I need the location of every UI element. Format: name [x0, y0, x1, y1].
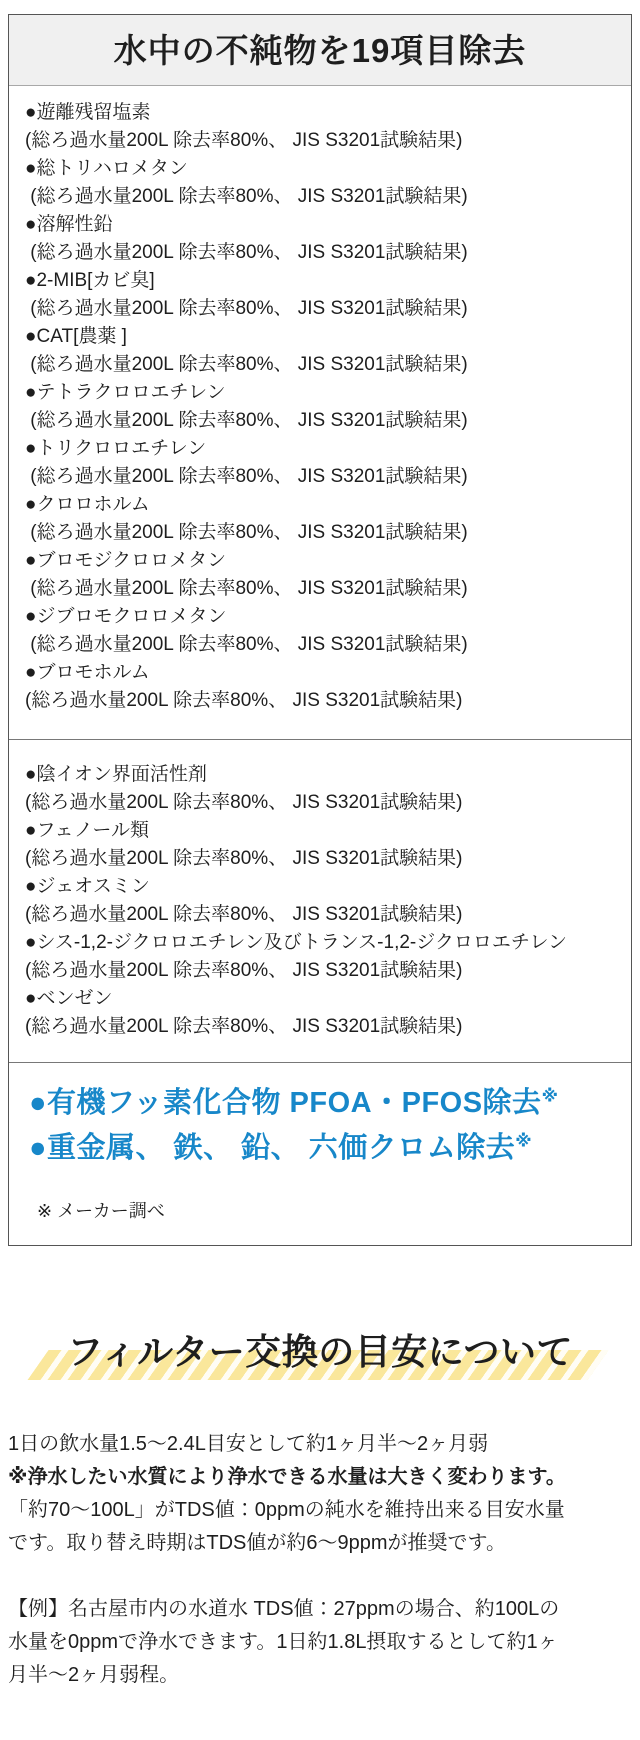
pfas-highlight-section — [9, 1062, 631, 1189]
highlight-line — [29, 1081, 619, 1126]
removal-item — [25, 99, 617, 155]
filter-guide-heading: フィルター交換の目安について — [67, 1331, 573, 1372]
item-name: ●フェノール類 — [25, 820, 149, 841]
item-detail: (総ろ過水量200L 除去率80%、 JIS S3201試験結果) — [25, 522, 468, 543]
maker-note: ※ メーカー調べ — [37, 1201, 165, 1221]
item-detail: (総ろ過水量200L 除去率80%、 JIS S3201試験結果) — [25, 848, 463, 869]
item-detail: (総ろ過水量200L 除去率80%、 JIS S3201試験結果) — [25, 410, 468, 431]
item-name: ●ジブロモクロロメタン — [25, 606, 227, 627]
product-description-page — [0, 14, 640, 1740]
item-name: ●溶解性鉛 — [25, 214, 113, 235]
example-line: 【例】名古屋市内の水道水 TDS値：27ppmの場合、約100Lの — [8, 1598, 560, 1620]
guide-line-bold: ※浄水したい水質により浄水できる水量は大きく変わります。 — [8, 1466, 566, 1488]
removal-item-section-2 — [9, 739, 631, 1062]
item-name: ●テトラクロロエチレン — [25, 382, 226, 403]
usage-guideline-text — [8, 1428, 630, 1692]
item-detail: (総ろ過水量200L 除去率80%、 JIS S3201試験結果) — [25, 354, 468, 375]
removal-item — [25, 929, 617, 985]
removal-item — [25, 323, 617, 379]
filter-guide-heading-block — [0, 1328, 640, 1390]
guide-line: 1日の飲水量1.5〜2.4L目安として約1ヶ月半〜2ヶ月弱 — [8, 1433, 489, 1455]
item-name: ●ブロモジクロロメタン — [25, 550, 227, 571]
removal-item — [25, 435, 617, 491]
item-detail: (総ろ過水量200L 除去率80%、 JIS S3201試験結果) — [25, 242, 468, 263]
highlight-text: ●有機フッ素化合物 PFOA・PFOS除去 — [29, 1087, 542, 1119]
guide-line: 「約70〜100L」がTDS値：0ppmの純水を維持出来る目安水量 — [8, 1499, 565, 1521]
item-name: ●2-MIB[カビ臭] — [25, 270, 155, 291]
removal-item — [25, 379, 617, 435]
item-name: ●トリクロロエチレン — [25, 438, 207, 459]
removal-item — [25, 761, 617, 817]
item-detail: (総ろ過水量200L 除去率80%、 JIS S3201試験結果) — [25, 186, 468, 207]
item-name: ●陰イオン界面活性剤 — [25, 764, 207, 785]
item-detail: (総ろ過水量200L 除去率80%、 JIS S3201試験結果) — [25, 792, 463, 813]
removal-item-section-1 — [9, 86, 631, 739]
removal-item — [25, 817, 617, 873]
item-name: ●ベンゼン — [25, 988, 113, 1009]
item-name: ●ジェオスミン — [25, 876, 150, 897]
item-name: ●CAT[農薬 ] — [25, 326, 127, 347]
highlight-line — [29, 1126, 619, 1171]
item-name: ●クロロホルム — [25, 494, 150, 515]
item-detail: (総ろ過水量200L 除去率80%、 JIS S3201試験結果) — [25, 634, 468, 655]
item-detail: (総ろ過水量200L 除去率80%、 JIS S3201試験結果) — [25, 578, 468, 599]
item-name: ●ブロモホルム — [25, 662, 150, 683]
removal-item — [25, 267, 617, 323]
panel-header — [9, 15, 631, 86]
removal-item — [25, 491, 617, 547]
guide-line: です。取り替え時期はTDS値が約6〜9ppmが推奨です。 — [8, 1532, 506, 1554]
item-detail: (総ろ過水量200L 除去率80%、 JIS S3201試験結果) — [25, 960, 463, 981]
item-detail: (総ろ過水量200L 除去率80%、 JIS S3201試験結果) — [25, 466, 468, 487]
item-detail: (総ろ過水量200L 除去率80%、 JIS S3201試験結果) — [25, 690, 463, 711]
note-section — [9, 1197, 631, 1245]
removal-item — [25, 659, 617, 715]
removal-item — [25, 873, 617, 929]
removal-item — [25, 211, 617, 267]
example-text — [8, 1593, 630, 1692]
asterisk-marker: ※ — [515, 1131, 533, 1151]
item-name: ●総トリハロメタン — [25, 158, 188, 179]
asterisk-marker: ※ — [541, 1086, 559, 1106]
removal-item — [25, 603, 617, 659]
item-detail: (総ろ過水量200L 除去率80%、 JIS S3201試験結果) — [25, 130, 463, 151]
item-detail: (総ろ過水量200L 除去率80%、 JIS S3201試験結果) — [25, 1016, 463, 1037]
item-detail: (総ろ過水量200L 除去率80%、 JIS S3201試験結果) — [25, 904, 463, 925]
item-name: ●遊離残留塩素 — [25, 102, 151, 123]
example-line: 水量を0ppmで浄水できます。1日約1.8L摂取するとして約1ヶ — [8, 1631, 558, 1653]
item-detail: (総ろ過水量200L 除去率80%、 JIS S3201試験結果) — [25, 298, 468, 319]
impurity-removal-panel — [8, 14, 632, 1246]
highlight-text: ●重金属、 鉄、 鉛、 六価クロム除去 — [29, 1132, 516, 1164]
removal-item — [25, 985, 617, 1041]
example-line: 月半〜2ヶ月弱程。 — [8, 1664, 180, 1686]
item-name: ●シス-1,2-ジクロロエチレン及びトランス-1,2-ジクロロエチレン — [25, 932, 568, 953]
removal-item — [25, 547, 617, 603]
panel-title: 水中の不純物を19項目除去 — [113, 32, 527, 69]
removal-item — [25, 155, 617, 211]
